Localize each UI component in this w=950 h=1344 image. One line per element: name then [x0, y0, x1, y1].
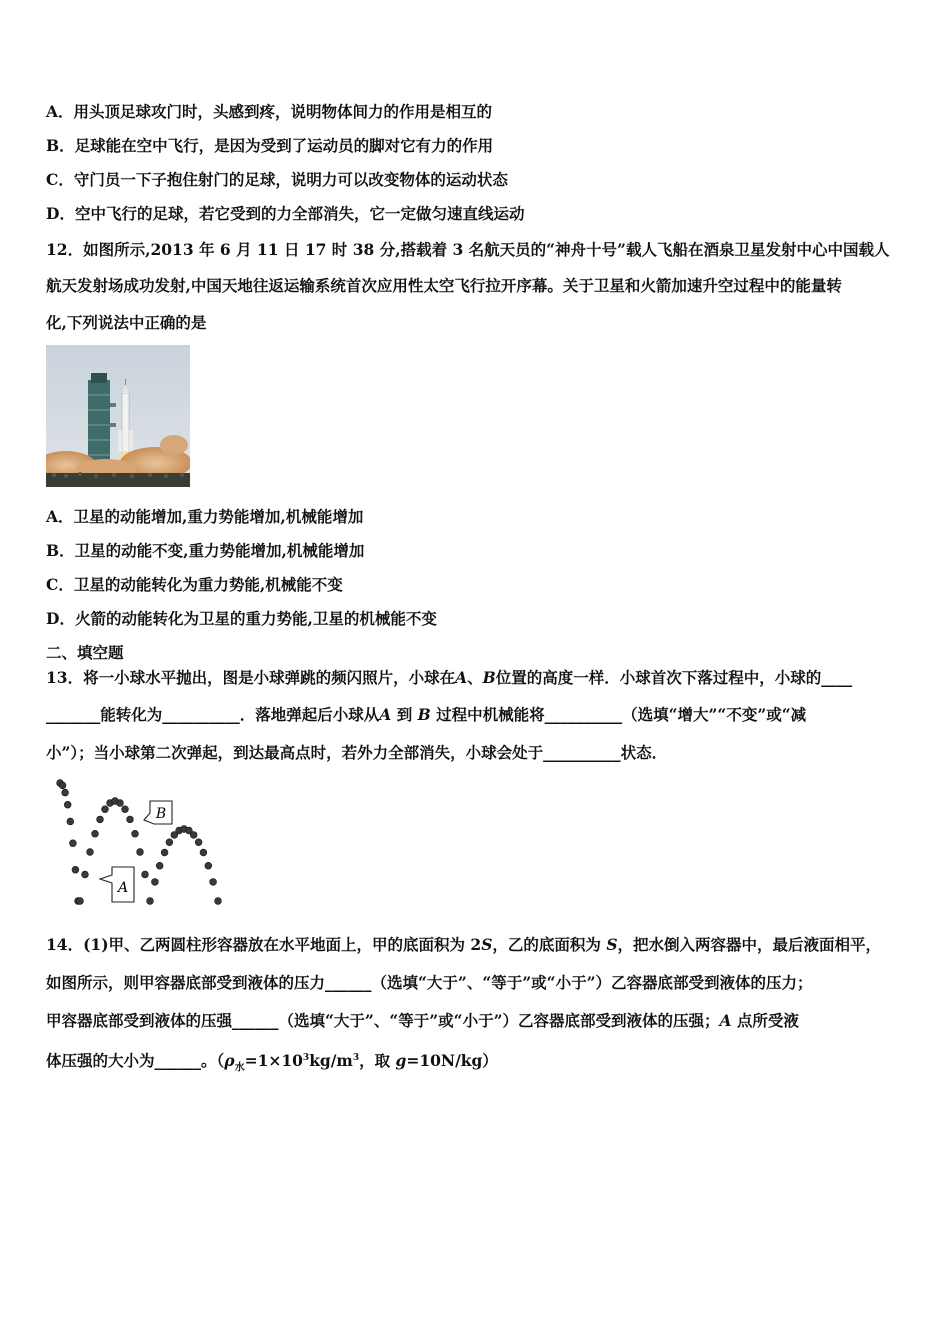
q12-stem-line-1: 12．如图所示,2013 年 6 月 11 日 17 时 38 分,搭载着 3 名航天员的“神舟十号”载人飞船在酒泉卫星发射中心中国载人 — [46, 240, 890, 259]
strobe-ball — [59, 782, 66, 789]
q12-option-b: B．卫星的动能不变,重力势能增加,机械能增加 — [46, 541, 365, 560]
strobe-ball — [190, 832, 197, 839]
strobe-ball — [210, 879, 217, 886]
q14-line-3: 甲容器底部受到液体的压强______（选填“大于”、“等于”或“小于”）乙容器底部受到液体的压强；A 点所受液 — [46, 1011, 799, 1030]
strobe-ball — [82, 871, 89, 878]
strobe-ball — [195, 839, 202, 846]
strobe-ball — [200, 849, 207, 856]
strobe-ball — [205, 862, 212, 869]
q14-line-1: 14．(1)甲、乙两圆柱形容器放在水平地面上，甲的底面积为 2S，乙的底面积为 S，把水倒入两容器中，最后液面相平， — [46, 935, 882, 954]
strobe-ball — [70, 840, 77, 847]
q13-line-1: 13．将一小球水平抛出，图是小球弹跳的频闪照片，小球在A、B位置的高度一样．小球首次下落过程中，小球的____ — [46, 668, 853, 687]
q14-line-2: 如图所示，则甲容器底部受到液体的压力______（选填“大于”、“等于”或“小于”）乙容器底部受到液体的压力； — [46, 973, 813, 992]
fig-label-a: A — [117, 880, 129, 896]
strobe-ball — [92, 830, 99, 837]
strobe-ball — [67, 818, 74, 825]
strobe-ball — [122, 806, 129, 813]
strobe-ball — [127, 816, 134, 823]
strobe-ball — [87, 849, 94, 856]
q11-option-b: B．足球能在空中飞行，是因为受到了运动员的脚对它有力的作用 — [46, 136, 494, 155]
strobe-ball — [62, 789, 69, 796]
bouncing-ball-strobe-figure — [50, 775, 225, 913]
strobe-ball — [156, 862, 163, 869]
strobe-ball — [102, 806, 109, 813]
strobe-ball — [152, 879, 159, 886]
strobe-ball — [137, 849, 144, 856]
q12-option-c: C．卫星的动能转化为重力势能,机械能不变 — [46, 575, 343, 594]
q13-line-2: _______能转化为__________．落地弹起后小球从A 到 B 过程中机械能将__________（选填“增大”“不变”或“减 — [46, 705, 807, 724]
strobe-ball — [147, 898, 154, 905]
fig-label-b: B — [155, 806, 167, 822]
strobe-ball — [97, 816, 104, 823]
strobe-ball — [132, 830, 139, 837]
strobe-ball — [161, 849, 168, 856]
strobe-ball — [77, 898, 84, 905]
q12-option-d: D．火箭的动能转化为卫星的重力势能,卫星的机械能不变 — [46, 609, 437, 628]
q11-option-c: C．守门员一下子抱住射门的足球，说明力可以改变物体的运动状态 — [46, 170, 508, 189]
strobe-ball — [117, 800, 124, 807]
strobe-ball — [215, 898, 222, 905]
q12-option-a: A．卫星的动能增加,重力势能增加,机械能增加 — [46, 507, 364, 526]
q11-option-a: A．用头顶足球攻门时，头感到疼，说明物体间力的作用是相互的 — [46, 102, 493, 121]
q12-stem-line-3: 化,下列说法中正确的是 — [46, 313, 207, 332]
section-title-fill-blank: 二、填空题 — [46, 643, 124, 662]
strobe-ball — [72, 866, 79, 873]
q13-line-3: 小”）；当小球第二次弹起，到达最高点时，若外力全部消失，小球会处于__________状态． — [46, 743, 668, 762]
q12-stem-line-2: 航天发射场成功发射,中国天地往返运输系统首次应用性太空飞行拉开序幕。关于卫星和火箭加速升空过程中的能量转 — [46, 276, 842, 295]
q11-option-d: D．空中飞行的足球，若它受到的力全部消失，它一定做匀速直线运动 — [46, 204, 525, 223]
strobe-ball — [142, 871, 149, 878]
rocket-launch-photo — [46, 345, 190, 487]
strobe-ball — [166, 839, 173, 846]
q14-line-4: 体压强的大小为______。（$\rho_水=1\times 10^3kg/m^3$，取 g=10N/kg） — [46, 1051, 498, 1074]
strobe-ball — [64, 801, 71, 808]
